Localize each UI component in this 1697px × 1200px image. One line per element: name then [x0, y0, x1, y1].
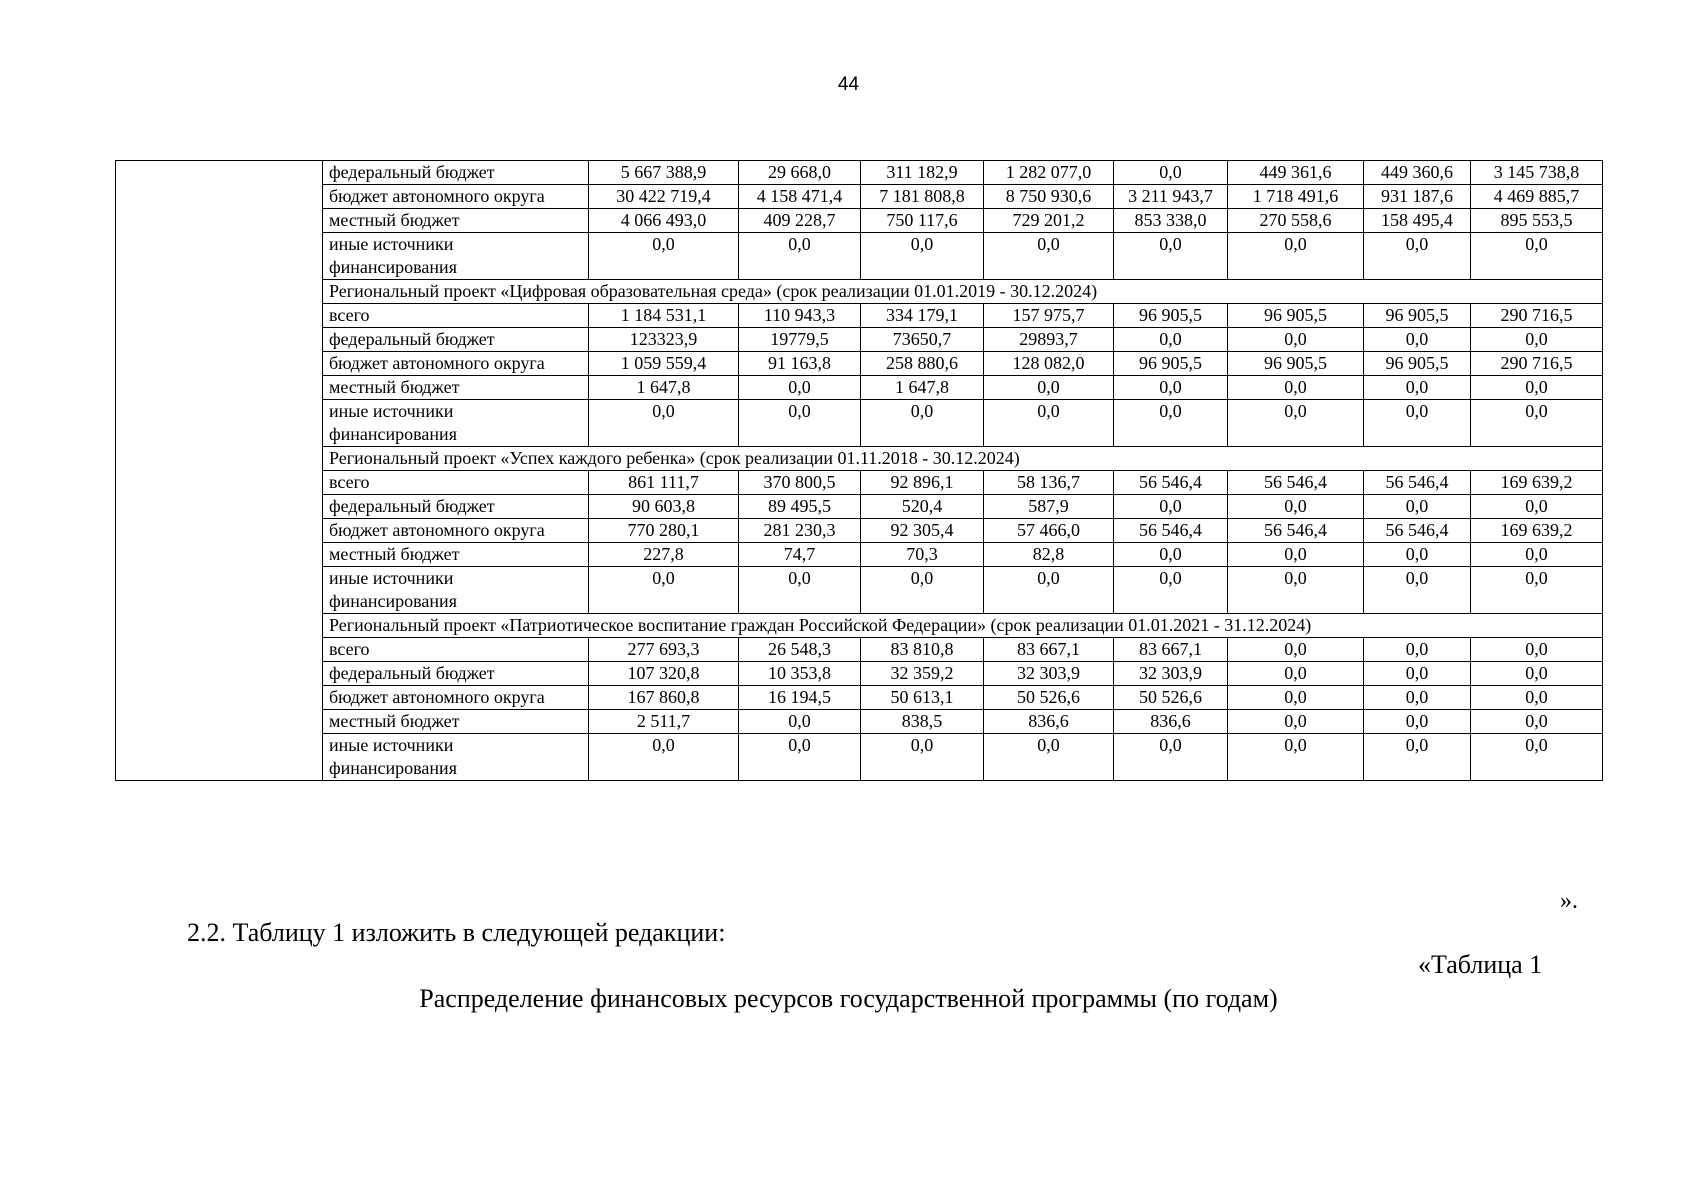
value-cell: 19779,5: [739, 328, 861, 352]
value-cell: 0,0: [1228, 710, 1364, 734]
row-label: иные источники финансирования: [323, 233, 589, 280]
table-body: [116, 161, 1603, 781]
table-row: [116, 519, 1603, 543]
table-row: [116, 185, 1603, 209]
value-cell: 0,0: [1114, 734, 1228, 781]
value-cell: 520,4: [861, 495, 984, 519]
project-title: Региональный проект «Успех каждого ребенка» (срок реализации 01.11.2018 - 30.12.2024): [323, 447, 1603, 471]
value-cell: 0,0: [739, 734, 861, 781]
value-cell: 0,0: [1228, 638, 1364, 662]
value-cell: 0,0: [589, 567, 739, 614]
value-cell: 0,0: [739, 376, 861, 400]
table-caption: «Таблица 1: [1418, 950, 1543, 979]
value-cell: 57 466,0: [984, 519, 1114, 543]
row-label: бюджет автономного округа: [323, 352, 589, 376]
value-cell: 0,0: [1364, 233, 1471, 280]
value-cell: 587,9: [984, 495, 1114, 519]
row-label: местный бюджет: [323, 710, 589, 734]
value-cell: 169 639,2: [1471, 471, 1603, 495]
table-row: [116, 304, 1603, 328]
value-cell: 0,0: [861, 400, 984, 447]
value-cell: 0,0: [1228, 543, 1364, 567]
value-cell: 29893,7: [984, 328, 1114, 352]
value-cell: 50 613,1: [861, 686, 984, 710]
page-number: 44: [837, 74, 860, 95]
closing-quote: ».: [1560, 888, 1578, 914]
value-cell: 92 305,4: [861, 519, 984, 543]
value-cell: 82,8: [984, 543, 1114, 567]
value-cell: 0,0: [1471, 662, 1603, 686]
value-cell: 1 282 077,0: [984, 161, 1114, 185]
table-row: [116, 638, 1603, 662]
value-cell: 96 905,5: [1114, 352, 1228, 376]
value-cell: 1 184 531,1: [589, 304, 739, 328]
value-cell: 838,5: [861, 710, 984, 734]
value-cell: 157 975,7: [984, 304, 1114, 328]
row-label: бюджет автономного округа: [323, 185, 589, 209]
value-cell: 0,0: [1114, 567, 1228, 614]
value-cell: 96 905,5: [1228, 352, 1364, 376]
table-row: [116, 209, 1603, 233]
row-label: бюджет автономного округа: [323, 519, 589, 543]
value-cell: 290 716,5: [1471, 304, 1603, 328]
value-cell: 70,3: [861, 543, 984, 567]
value-cell: 227,8: [589, 543, 739, 567]
row-label: всего: [323, 304, 589, 328]
row-group-cell: [116, 161, 323, 781]
table-row: [116, 543, 1603, 567]
value-cell: 0,0: [984, 734, 1114, 781]
value-cell: 258 880,6: [861, 352, 984, 376]
value-cell: 169 639,2: [1471, 519, 1603, 543]
value-cell: 110 943,3: [739, 304, 861, 328]
table-row: [116, 686, 1603, 710]
value-cell: 409 228,7: [739, 209, 861, 233]
value-cell: 0,0: [1364, 328, 1471, 352]
value-cell: 334 179,1: [861, 304, 984, 328]
value-cell: 0,0: [1228, 567, 1364, 614]
value-cell: 5 667 388,9: [589, 161, 739, 185]
value-cell: 0,0: [1228, 233, 1364, 280]
financing-table: [115, 160, 1603, 781]
value-cell: 3 145 738,8: [1471, 161, 1603, 185]
value-cell: 83 667,1: [984, 638, 1114, 662]
value-cell: 0,0: [1114, 495, 1228, 519]
table-row: [116, 471, 1603, 495]
value-cell: 895 553,5: [1471, 209, 1603, 233]
value-cell: 281 230,3: [739, 519, 861, 543]
value-cell: 50 526,6: [984, 686, 1114, 710]
value-cell: 32 303,9: [1114, 662, 1228, 686]
row-label: местный бюджет: [323, 209, 589, 233]
value-cell: 96 905,5: [1364, 304, 1471, 328]
value-cell: 83 810,8: [861, 638, 984, 662]
value-cell: 30 422 719,4: [589, 185, 739, 209]
value-cell: 0,0: [984, 567, 1114, 614]
row-label: всего: [323, 638, 589, 662]
value-cell: 90 603,8: [589, 495, 739, 519]
value-cell: 0,0: [1364, 376, 1471, 400]
value-cell: 0,0: [739, 710, 861, 734]
value-cell: 0,0: [589, 233, 739, 280]
value-cell: 2 511,7: [589, 710, 739, 734]
row-label: федеральный бюджет: [323, 161, 589, 185]
row-label: иные источники финансирования: [323, 567, 589, 614]
project-title: Региональный проект «Патриотическое воспитание граждан Российской Федерации» (срок реализации 01.01.2021 - 31.12.2024): [323, 614, 1603, 638]
table-row: [116, 161, 1603, 185]
value-cell: 0,0: [1228, 376, 1364, 400]
value-cell: 32 359,2: [861, 662, 984, 686]
value-cell: 73650,7: [861, 328, 984, 352]
value-cell: 32 303,9: [984, 662, 1114, 686]
value-cell: 0,0: [1114, 161, 1228, 185]
value-cell: 0,0: [739, 400, 861, 447]
project-header-row: [116, 614, 1603, 638]
value-cell: 449 361,6: [1228, 161, 1364, 185]
value-cell: 0,0: [1364, 400, 1471, 447]
value-cell: 56 546,4: [1114, 519, 1228, 543]
value-cell: 56 546,4: [1228, 519, 1364, 543]
value-cell: 0,0: [1364, 662, 1471, 686]
value-cell: 0,0: [861, 567, 984, 614]
value-cell: 0,0: [1471, 543, 1603, 567]
value-cell: 0,0: [1228, 662, 1364, 686]
value-cell: 1 718 491,6: [1228, 185, 1364, 209]
value-cell: 861 111,7: [589, 471, 739, 495]
value-cell: 0,0: [1228, 686, 1364, 710]
value-cell: 167 860,8: [589, 686, 739, 710]
value-cell: 0,0: [1471, 376, 1603, 400]
value-cell: 0,0: [1228, 400, 1364, 447]
value-cell: 0,0: [984, 233, 1114, 280]
table-row: [116, 495, 1603, 519]
value-cell: 123323,9: [589, 328, 739, 352]
table-row: [116, 710, 1603, 734]
value-cell: 58 136,7: [984, 471, 1114, 495]
value-cell: 0,0: [1364, 734, 1471, 781]
value-cell: 0,0: [1114, 233, 1228, 280]
value-cell: 56 546,4: [1228, 471, 1364, 495]
value-cell: 370 800,5: [739, 471, 861, 495]
value-cell: 449 360,6: [1364, 161, 1471, 185]
value-cell: 50 526,6: [1114, 686, 1228, 710]
value-cell: 96 905,5: [1114, 304, 1228, 328]
table-row: [116, 662, 1603, 686]
table-row: [116, 352, 1603, 376]
value-cell: 26 548,3: [739, 638, 861, 662]
table-row: [116, 376, 1603, 400]
value-cell: 0,0: [1471, 710, 1603, 734]
amendment-paragraph: 2.2. Таблицу 1 изложить в следующей редакции:: [187, 918, 726, 947]
value-cell: 0,0: [589, 400, 739, 447]
value-cell: 4 158 471,4: [739, 185, 861, 209]
value-cell: 853 338,0: [1114, 209, 1228, 233]
value-cell: 311 182,9: [861, 161, 984, 185]
value-cell: 1 647,8: [861, 376, 984, 400]
project-header-row: [116, 447, 1603, 471]
row-label: федеральный бюджет: [323, 495, 589, 519]
value-cell: 56 546,4: [1364, 519, 1471, 543]
row-label: федеральный бюджет: [323, 328, 589, 352]
value-cell: 96 905,5: [1228, 304, 1364, 328]
value-cell: 270 558,6: [1228, 209, 1364, 233]
value-cell: 836,6: [984, 710, 1114, 734]
value-cell: 0,0: [1114, 543, 1228, 567]
value-cell: 290 716,5: [1471, 352, 1603, 376]
row-label: иные источники финансирования: [323, 734, 589, 781]
value-cell: 931 187,6: [1364, 185, 1471, 209]
value-cell: 0,0: [1364, 686, 1471, 710]
value-cell: 0,0: [1114, 400, 1228, 447]
value-cell: 0,0: [1228, 328, 1364, 352]
value-cell: 8 750 930,6: [984, 185, 1114, 209]
value-cell: 96 905,5: [1364, 352, 1471, 376]
value-cell: 56 546,4: [1114, 471, 1228, 495]
table-row: [116, 328, 1603, 352]
table-row: [116, 734, 1603, 781]
row-label: федеральный бюджет: [323, 662, 589, 686]
value-cell: 0,0: [1114, 328, 1228, 352]
value-cell: 0,0: [861, 233, 984, 280]
value-cell: 1 059 559,4: [589, 352, 739, 376]
value-cell: 83 667,1: [1114, 638, 1228, 662]
value-cell: 0,0: [739, 233, 861, 280]
value-cell: 0,0: [739, 567, 861, 614]
row-label: всего: [323, 471, 589, 495]
value-cell: 0,0: [1471, 686, 1603, 710]
value-cell: 10 353,8: [739, 662, 861, 686]
table-row: [116, 233, 1603, 280]
value-cell: 91 163,8: [739, 352, 861, 376]
value-cell: 0,0: [861, 734, 984, 781]
value-cell: 56 546,4: [1364, 471, 1471, 495]
value-cell: 729 201,2: [984, 209, 1114, 233]
value-cell: 3 211 943,7: [1114, 185, 1228, 209]
value-cell: 750 117,6: [861, 209, 984, 233]
value-cell: 0,0: [1471, 495, 1603, 519]
value-cell: 836,6: [1114, 710, 1228, 734]
table-row: [116, 567, 1603, 614]
section-heading: Распределение финансовых ресурсов государственной программы (по годам): [419, 984, 1278, 1013]
value-cell: 128 082,0: [984, 352, 1114, 376]
row-label: местный бюджет: [323, 543, 589, 567]
value-cell: 4 066 493,0: [589, 209, 739, 233]
row-label: иные источники финансирования: [323, 400, 589, 447]
project-header-row: [116, 280, 1603, 304]
value-cell: 0,0: [1228, 734, 1364, 781]
value-cell: 0,0: [984, 400, 1114, 447]
value-cell: 0,0: [1114, 376, 1228, 400]
value-cell: 277 693,3: [589, 638, 739, 662]
value-cell: 29 668,0: [739, 161, 861, 185]
value-cell: 0,0: [984, 376, 1114, 400]
value-cell: 0,0: [589, 734, 739, 781]
value-cell: 0,0: [1471, 734, 1603, 781]
value-cell: 0,0: [1471, 638, 1603, 662]
value-cell: 0,0: [1471, 400, 1603, 447]
row-label: местный бюджет: [323, 376, 589, 400]
value-cell: 158 495,4: [1364, 209, 1471, 233]
value-cell: 16 194,5: [739, 686, 861, 710]
value-cell: 74,7: [739, 543, 861, 567]
project-title: Региональный проект «Цифровая образовательная среда» (срок реализации 01.01.2019 - 30.12.2024): [323, 280, 1603, 304]
value-cell: 1 647,8: [589, 376, 739, 400]
value-cell: 4 469 885,7: [1471, 185, 1603, 209]
value-cell: 0,0: [1471, 567, 1603, 614]
value-cell: 107 320,8: [589, 662, 739, 686]
value-cell: 0,0: [1471, 328, 1603, 352]
value-cell: 0,0: [1364, 567, 1471, 614]
value-cell: 0,0: [1364, 710, 1471, 734]
value-cell: 0,0: [1364, 543, 1471, 567]
value-cell: 7 181 808,8: [861, 185, 984, 209]
value-cell: 0,0: [1364, 495, 1471, 519]
table-row: [116, 400, 1603, 447]
value-cell: 0,0: [1364, 638, 1471, 662]
row-label: бюджет автономного округа: [323, 686, 589, 710]
value-cell: 0,0: [1471, 233, 1603, 280]
value-cell: 92 896,1: [861, 471, 984, 495]
value-cell: 89 495,5: [739, 495, 861, 519]
value-cell: 770 280,1: [589, 519, 739, 543]
value-cell: 0,0: [1228, 495, 1364, 519]
